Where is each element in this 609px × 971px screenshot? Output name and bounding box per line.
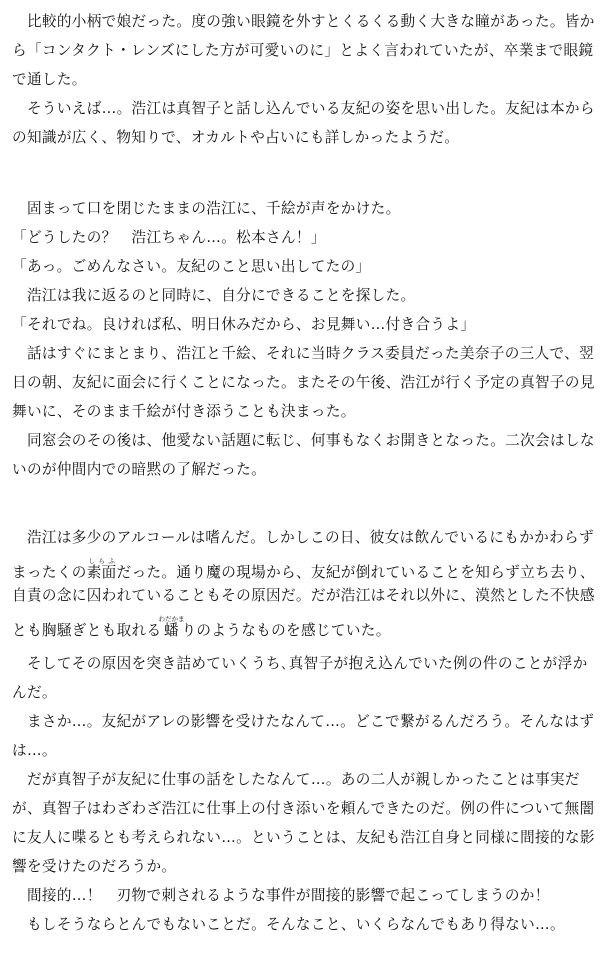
dialogue-line: 「あっ。ごめんなさい。友紀のこと思い出してたの」 <box>12 258 371 275</box>
text-line: で通した。 <box>12 71 87 88</box>
ruby-annotation: 蟠わだかま <box>158 615 185 639</box>
text-line: 比較的小柄で娘だった。度の強い眼鏡を外すとくるくる動く大きな瞳があった。皆か <box>12 13 595 30</box>
text-line: ら「コンタクト・レンズにした方が可愛いのに」とよく言われていたが、卒業まで眼鏡 <box>12 42 594 59</box>
dialogue-line: 「それでね。良ければ私、明日休みだから、お見舞い…付き合うよ」 <box>12 316 476 333</box>
text-line: 自責の念に囚われていることもその原因だ。だが浩江はそれ以外に、漠然とした不快感 <box>12 587 595 604</box>
ruby-reading: しらふ <box>86 557 117 565</box>
text-line: 浩江は我に返るのと同時に、自分にできることを探した。 <box>12 287 416 304</box>
ruby-annotation: 素面しらふ <box>86 557 117 581</box>
text-line: まさか…。友紀がアレの影響を受けたなんて…。どこで繋がるんだろう。そんなはず <box>12 713 595 730</box>
text-line: 舞いに、そのまま千絵が付き添うことも決まった。 <box>12 403 356 420</box>
text-line: そしてその原因を突き詰めていくうち､真智子が抱え込んでいた例の件のことが浮か <box>12 655 588 672</box>
text-line: の知識が広く、物知りで、オカルトや占いにも詳しかったようだ。 <box>12 129 460 146</box>
text-line: 響を受けたのだろうか。 <box>12 858 177 875</box>
text-line: は…。 <box>12 742 57 759</box>
text-line-with-ruby: まったくの素面しらふだった。通り魔の現場から、友紀が倒れていることを知らず立ち去り、 <box>12 557 595 581</box>
dialogue-line: 「どうしたの？ 浩江ちゃん…。松本さん！」 <box>12 229 326 246</box>
text-line: 同窓会のその後は、他愛ない話題に転じ、何事もなくお開きとなった。二次会はしな <box>12 432 595 449</box>
ruby-reading: わだかま <box>158 615 185 623</box>
text-line: そういえば…。浩江は真智子と話し込んでいる友紀の姿を思い出した。友紀は本から <box>12 100 595 117</box>
text-line: 浩江は多少のアルコールは嗜んだ。しかしこの日、彼女は飲んでいるにもかかわらず <box>12 529 594 546</box>
text-line: が、真智子はわざわざ浩江に仕事上の付き添いを頼んできたのだ。例の件について無闇 <box>12 800 595 817</box>
text-line: 話はすぐにまとまり、浩江と千絵、それに当時クラス委員だった美奈子の三人で、翌 <box>12 345 595 362</box>
text-line: に友人に喋るとも考えられない…。ということは、友紀も浩江自身と同様に間接的な影 <box>12 829 595 846</box>
text-line-with-ruby: とも胸騒ぎとも取れる蟠わだかまりのようなものを感じていた。 <box>12 615 391 639</box>
text-line: だが真智子が友紀に仕事の話をしたなんて…。あの二人が親しかったことは事実だ <box>12 771 580 788</box>
text-line: んだ。 <box>12 684 57 701</box>
text-line: 日の朝、友紀に面会に行くことになった。またその午後、浩江が行く予定の真智子の見 <box>12 374 595 391</box>
text-line: いのが仲間内での暗黙の了解だった。 <box>12 461 267 478</box>
text-line: もしそうならとんでもないことだ。そんなこと、いくらなんでもあり得ない…。 <box>12 916 565 933</box>
text-line: 固まって口を閉じたままの浩江に、千絵が声をかけた。 <box>12 200 401 217</box>
text-line: 間接的…！ 刃物で刺されるような事件が間接的影響で起こってしまうのか！ <box>12 887 550 904</box>
